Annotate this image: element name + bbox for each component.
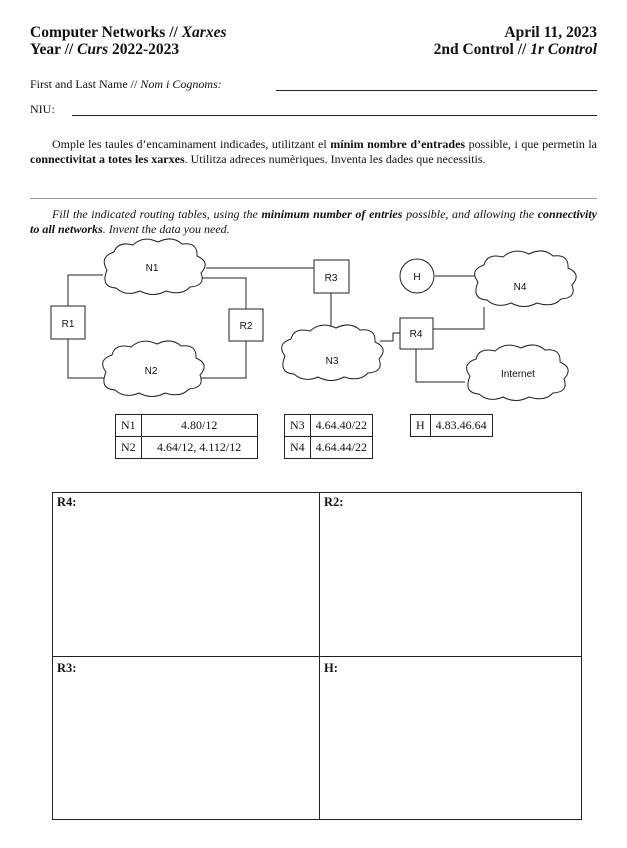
cloud-n3 xyxy=(282,325,384,381)
table-cell-addr: 4.64.40/22 xyxy=(310,415,372,437)
table-row xyxy=(285,437,373,459)
table-cell-net: N3 xyxy=(285,415,311,437)
label-internet: Internet xyxy=(501,369,535,380)
instructions-en-bold: connectivity to all networks xyxy=(30,207,598,236)
link-r4-internet xyxy=(416,349,465,382)
link-r4-n4 xyxy=(433,307,484,329)
label-n1: N1 xyxy=(145,263,159,274)
label-r1: R1 xyxy=(61,319,75,330)
instructions-ca-bold: connectivitat a totes les xarxes xyxy=(30,152,185,166)
table-cell-net: N2 xyxy=(116,437,142,459)
answer-box-r2[interactable] xyxy=(320,493,581,655)
address-table-n1-n2 xyxy=(115,414,258,459)
label-r4: R4 xyxy=(409,329,423,340)
table-cell-net: H xyxy=(411,415,431,437)
label-h: H xyxy=(413,272,421,283)
separator: // xyxy=(517,41,527,58)
table-cell-addr: 4.64.44/22 xyxy=(310,437,372,459)
instructions-en-part: Fill the indicated routing tables, using the xyxy=(52,207,262,221)
instructions-ca-part: Omple les taules d’encaminament indicades, utilitzant el xyxy=(52,137,331,151)
separator: // xyxy=(64,41,74,58)
table-row xyxy=(411,415,493,437)
instructions-ca-part: possible, i que permetin la xyxy=(465,137,597,151)
link-r1-n2 xyxy=(68,339,108,378)
instructions-ca-bold: mínim nombre d’entrades xyxy=(330,137,466,151)
name-label-en: First and Last Name xyxy=(30,77,128,91)
link-r2-n2 xyxy=(197,341,246,378)
table-cell-net: N4 xyxy=(285,437,311,459)
table-row xyxy=(116,415,258,437)
table-cell-addr: 4.80/12 xyxy=(141,415,257,437)
separator: // xyxy=(130,77,138,91)
exam-date-text: April 11, 2023 xyxy=(504,24,597,41)
year-label-ca: Curs xyxy=(77,41,109,58)
instructions-en-part: . Invent the data you need. xyxy=(102,222,230,236)
link-n1-r2 xyxy=(196,278,246,309)
answer-box-label: R2: xyxy=(324,495,344,509)
table-row xyxy=(285,415,373,437)
course-title-ca: Xarxes xyxy=(181,24,227,41)
label-n4: N4 xyxy=(513,282,527,293)
instructions-en-part: possible, and allowing the xyxy=(402,207,538,221)
link-n1-r1 xyxy=(68,275,103,306)
answer-box-h[interactable] xyxy=(320,657,581,819)
year-label-en: Year xyxy=(30,41,61,58)
answer-box-label: R4: xyxy=(57,495,77,509)
table-cell-addr: 4.64/12, 4.112/12 xyxy=(141,437,257,459)
year-value: 2022-2023 xyxy=(112,41,180,58)
cloud-n4 xyxy=(475,251,577,307)
table-cell-net: N1 xyxy=(116,415,142,437)
answer-box-label: H: xyxy=(324,661,338,675)
label-n2: N2 xyxy=(144,366,158,377)
answer-box-r4[interactable] xyxy=(53,493,318,655)
address-table-n3-n4 xyxy=(284,414,373,459)
name-label-ca: Nom i Cognoms: xyxy=(140,77,222,91)
niu-label-text: NIU: xyxy=(30,102,55,116)
instructions-en-bold: minimum number of entries xyxy=(261,207,403,221)
address-table-h xyxy=(410,414,493,437)
control-en: 2nd Control xyxy=(433,41,514,58)
control-ca: 1r Control xyxy=(530,41,597,58)
label-n3: N3 xyxy=(325,356,339,367)
separator: // xyxy=(169,24,178,41)
label-r3: R3 xyxy=(324,273,338,284)
network-diagram xyxy=(0,0,627,420)
answer-box-label: R3: xyxy=(57,661,77,675)
instructions-ca-part: . Utilitza adreces numèriques. Inventa les dades que necessitis. xyxy=(184,152,486,166)
link-n3-r4 xyxy=(380,333,401,341)
label-r2: R2 xyxy=(239,321,253,332)
table-row xyxy=(116,437,258,459)
course-title-en: Computer Networks xyxy=(30,24,166,41)
answer-box-r3[interactable] xyxy=(53,657,318,819)
table-cell-addr: 4.83.46.64 xyxy=(430,415,492,437)
